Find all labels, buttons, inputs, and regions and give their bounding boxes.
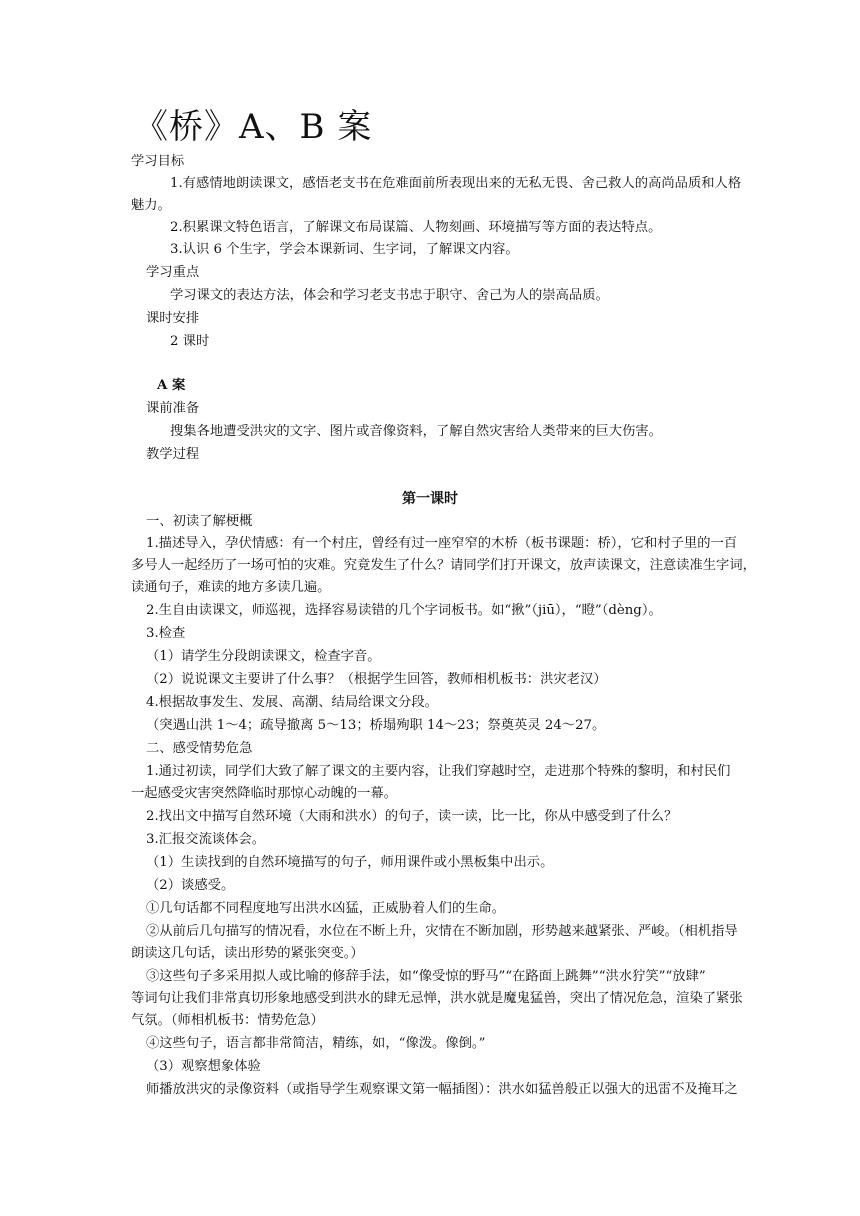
document-title: 《桥》A、B 案 (134, 107, 373, 147)
body-line: （突遇山洪 1～4；疏导撤离 5～13；桥塌殉职 14～23；祭奠英灵 24～27。 (146, 718, 606, 733)
body-line: 朗读这几句话，读出形势的紧张突变。） (131, 946, 364, 961)
body-line: 多号人一起经历了一场可怕的灾难。究竟发生了什么？请同学们打开课文，放声读课文，注意读准生字词， (131, 558, 756, 573)
schedule-text: 2 课时 (170, 334, 210, 349)
body-line: 3.汇报交流谈体会。 (146, 832, 266, 847)
body-line: （2）说说课文主要讲了什么事？（根据学生回答，教师相机板书：洪灾老汉） (146, 672, 607, 687)
body-line: 读通句子，难读的地方多读几遍。 (131, 580, 331, 595)
lesson-title: 第一课时 (402, 491, 458, 507)
goal-1-line-1: 1.有感情地朗读课文，感悟老支书在危难面前所表现出来的无私无畏、舍己救人的高尚品质和人格 (170, 176, 742, 191)
body-line: 一、初读了解梗概 (146, 514, 253, 529)
prep-text: 搜集各地遭受洪灾的文字、图片或音像资料，了解自然灾害给人类带来的巨大伤害。 (170, 424, 662, 439)
body-line: ④这些句子，语言都非常简洁，精练，如，“像泼。像倒。” (146, 1036, 486, 1051)
body-line: ①几句话都不同程度地写出洪水凶猛，正威胁着人们的生命。 (146, 901, 506, 916)
body-line: （1）生读找到的自然环境描写的句子，师用课件或小黑板集中出示。 (146, 855, 554, 870)
body-line: 二、感受情势危急 (146, 741, 253, 756)
focus-heading: 学习重点 (146, 265, 200, 280)
schedule-heading: 课时安排 (146, 311, 200, 326)
goal-2: 2.积累课文特色语言，了解课文布局谋篇、人物刻画、环境描写等方面的表达特点。 (170, 220, 662, 235)
body-line: （2）谈感受。 (146, 878, 235, 893)
body-line: 1.通过初读，同学们大致了解了课文的主要内容，让我们穿越时空，走进那个特殊的黎明，和村民们 (146, 764, 731, 779)
focus-text: 学习课文的表达方法，体会和学习老支书忠于职守、舍己为人的崇高品质。 (170, 288, 609, 303)
body-line: （3）观察想象体验 (146, 1059, 261, 1074)
body-line: 气氛。（师相机板书：情势危急） (131, 1013, 324, 1028)
process-heading: 教学过程 (146, 447, 200, 462)
body-line: 2.找出文中描写自然环境（大雨和洪水）的句子，读一读，比一比，你从中感受到了什么？ (146, 809, 678, 824)
body-line: 1.描述导入，孕伏情感：有一个村庄，曾经有过一座窄窄的木桥（板书课题：桥），它和村子里的一百 (146, 536, 738, 551)
goal-3: 3.认识 6 个生字，学会本课新词、生字词，了解课文内容。 (170, 242, 519, 257)
goals-heading: 学习目标 (131, 154, 185, 169)
body-line: ②从前后几句描写的情况看，水位在不断上升，灾情在不断加剧，形势越来越紧张、严峻。（相机指导 (146, 924, 738, 939)
body-line: 4.根据故事发生、发展、高潮、结局给课文分段。 (146, 695, 438, 710)
plan-a-label: A 案 (157, 378, 186, 393)
body-line: 等词句让我们非常真切形象地感受到洪水的肆无忌惮，洪水就是魔鬼猛兽，突出了情况危急，渲染了紧张 (131, 991, 743, 1006)
body-line: 一起感受灾害突然降临时那惊心动魄的一幕。 (131, 786, 397, 801)
goal-1-line-2: 魅力。 (131, 198, 171, 213)
body-line: 3.检查 (146, 626, 186, 641)
body-line: 师播放洪灾的录像资料（或指导学生观察课文第一幅插图）：洪水如猛兽般正以强大的迅雷不及掩耳之 (146, 1082, 738, 1097)
prep-heading: 课前准备 (146, 401, 200, 416)
body-line: 2.生自由读课文，师巡视，选择容易读错的几个字词板书。如“揪”（jiū），“瞪”（dèng）。 (146, 603, 662, 618)
body-line: ③这些句子多采用拟人或比喻的修辞手法，如“像受惊的野马”“在路面上跳舞”“洪水狞笑”“放肆” (146, 969, 706, 984)
body-line: （1）请学生分段朗读课文，检查字音。 (146, 649, 381, 664)
